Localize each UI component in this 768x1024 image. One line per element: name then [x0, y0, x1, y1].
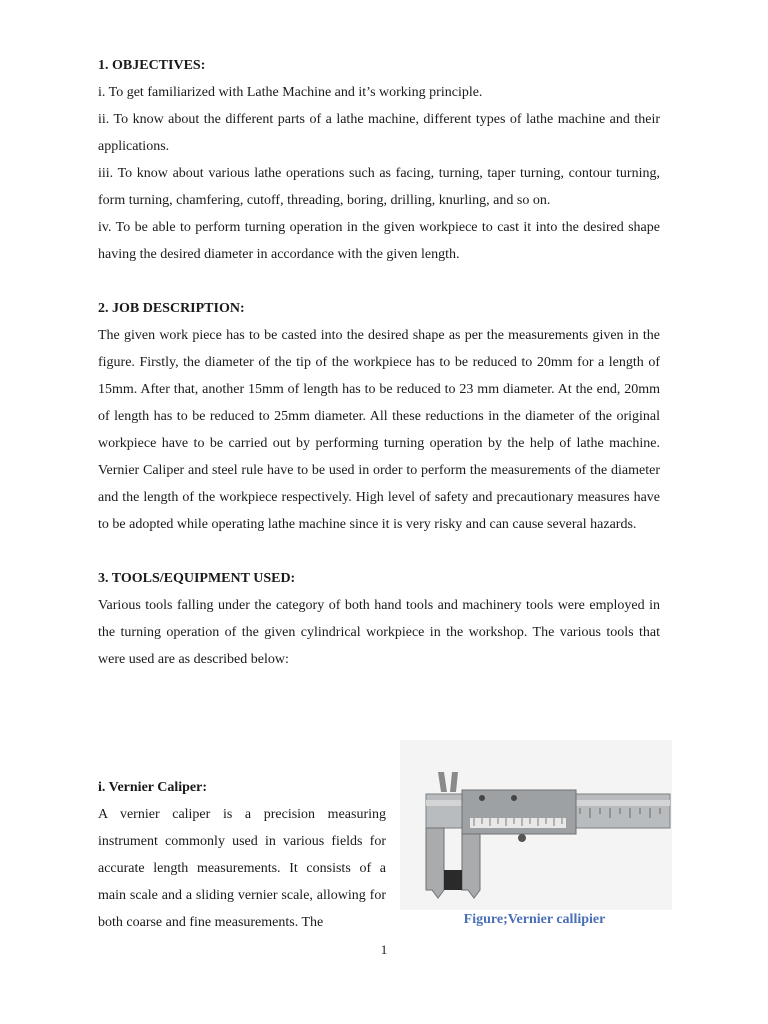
vernier-text: A vernier caliper is a precision measuring instrument commonly used in various fields for accurate length measurements. It consists of a main scale and a sliding vernier scale, allowing for both coarse and fine measurements. The — [98, 807, 386, 930]
document-body — [98, 52, 660, 673]
objective-item: ii. To know about the different parts of a lathe machine, different types of lathe machine and their applications. — [98, 112, 660, 154]
tools-heading: 3. TOOLS/EQUIPMENT USED: — [98, 571, 296, 586]
page-number: 1 — [380, 942, 388, 957]
vernier-section — [98, 774, 386, 936]
job-description-text: The given work piece has to be casted into the desired shape as per the measurements given in the figure. Firstly, the diameter of the tip of the workpiece has to be reduced to 20mm for a length of 15mm. After that, another 15mm of length has to be reduced to 23 mm diameter. At the end, 20mm of length has to be reduced to 25mm diameter. All these reductions in the diameter of the original workpiece have to be carried out by performing turning operation by the help of lathe machine. Vernier Caliper and steel rule have to be used in order to perform the measurements of the diameter and the length of the workpiece respectively. High level of safety and precautionary measures have to be adopted while operating lathe machine since it is very risky and can cause several hazards. — [98, 328, 660, 532]
objective-item: i. To get familiarized with Lathe Machine and it’s working principle. — [98, 85, 483, 100]
vernier-caliper-photo-icon — [400, 740, 672, 910]
job-description-heading: 2. JOB DESCRIPTION: — [98, 301, 245, 316]
figure-caption: Figure;Vernier callipier — [463, 912, 606, 927]
objectives-heading: 1. OBJECTIVES: — [98, 58, 206, 73]
objective-item: iii. To know about various lathe operations such as facing, turning, taper turning, contour turning, form turning, chamfering, cutoff, threading, boring, drilling, knurling, and so on. — [98, 166, 660, 208]
tools-text: Various tools falling under the category of both hand tools and machinery tools were employed in the turning operation of the given cylindrical workpiece in the workshop. The various tools that were used are as described below: — [98, 598, 660, 667]
vernier-figure — [400, 740, 672, 928]
vernier-heading: i. Vernier Caliper: — [98, 780, 208, 795]
objective-item: iv. To be able to perform turning operation in the given workpiece to cast it into the desired shape having the desired diameter in accordance with the given length. — [98, 220, 660, 262]
